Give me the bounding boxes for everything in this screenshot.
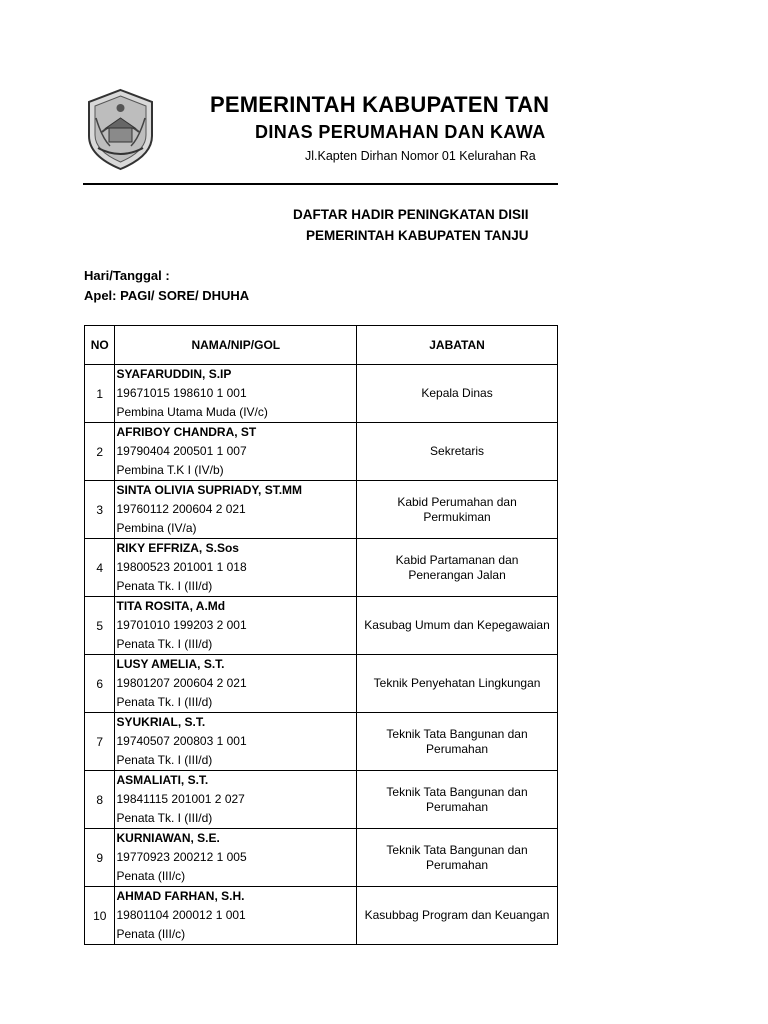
employee-rank: Pembina T.K I (IV/b) — [116, 463, 224, 477]
employee-cell — [115, 365, 357, 423]
employee-nip: 19760112 200604 2 021 — [116, 502, 246, 516]
employee-nip: 19740507 200803 1 001 — [116, 734, 247, 748]
employee-rank: Penata Tk. I (III/d) — [116, 579, 213, 593]
table-row — [85, 655, 558, 713]
employee-nip: 19801207 200604 2 021 — [116, 676, 247, 690]
employee-position: Kepala Dinas — [357, 365, 558, 423]
table-row — [85, 423, 558, 481]
employee-position: Kabid Partamanan dan Penerangan Jalan — [357, 539, 558, 597]
employee-cell — [115, 887, 357, 945]
table-row — [85, 481, 558, 539]
employee-name: TITA ROSITA, A.Md — [116, 599, 226, 613]
table-row — [85, 365, 558, 423]
table-row — [85, 887, 558, 945]
table-row — [85, 597, 558, 655]
table-header-row — [85, 326, 558, 365]
employee-nip: 19770923 200212 1 005 — [116, 850, 247, 864]
document-title: DAFTAR HADIR PENINGKATAN DISII — [293, 207, 529, 222]
employee-cell — [115, 481, 357, 539]
employee-nip: 19841115 201001 2 027 — [116, 792, 245, 806]
employee-position: Teknik Tata Bangunan dan Perumahan — [357, 829, 558, 887]
employee-name: RIKY EFFRIZA, S.Sos — [116, 541, 239, 555]
row-number: 10 — [85, 887, 115, 945]
row-number: 2 — [85, 423, 115, 481]
row-number: 7 — [85, 713, 115, 771]
document-subtitle: PEMERINTAH KABUPATEN TANJU — [306, 228, 529, 243]
row-number: 9 — [85, 829, 115, 887]
employee-name: LUSY AMELIA, S.T. — [116, 657, 225, 671]
employee-nip: 19800523 201001 1 018 — [116, 560, 247, 574]
employee-cell — [115, 713, 357, 771]
table-row — [85, 713, 558, 771]
row-number: 6 — [85, 655, 115, 713]
employee-cell — [115, 539, 357, 597]
employee-cell — [115, 655, 357, 713]
row-number: 1 — [85, 365, 115, 423]
employee-nip: 19801104 200012 1 001 — [116, 908, 246, 922]
employee-cell — [115, 829, 357, 887]
header-government-name: PEMERINTAH KABUPATEN TAN — [210, 92, 550, 117]
employee-name: SYAFARUDDIN, S.IP — [116, 367, 232, 381]
employee-name: AHMAD FARHAN, S.H. — [116, 889, 245, 903]
employee-name: SYUKRIAL, S.T. — [116, 715, 206, 729]
attendance-table — [84, 325, 558, 945]
table-row — [85, 829, 558, 887]
employee-rank: Penata Tk. I (III/d) — [116, 811, 213, 825]
employee-rank: Penata (III/c) — [116, 927, 186, 941]
employee-cell — [115, 771, 357, 829]
employee-rank: Penata Tk. I (III/d) — [116, 695, 213, 709]
apel-label: Apel: PAGI/ SORE/ DHUHA — [84, 288, 250, 303]
employee-rank: Penata Tk. I (III/d) — [116, 753, 213, 767]
employee-name: SINTA OLIVIA SUPRIADY, ST.MM — [116, 483, 303, 497]
employee-position: Kasubbag Program dan Keuangan — [357, 887, 558, 945]
employee-nip: 19671015 198610 1 001 — [116, 386, 247, 400]
employee-position: Kabid Perumahan dan Permukiman — [357, 481, 558, 539]
row-number: 4 — [85, 539, 115, 597]
header-no: NO — [85, 326, 115, 365]
employee-position: Teknik Tata Bangunan dan Perumahan — [357, 771, 558, 829]
employee-rank: Pembina (IV/a) — [116, 521, 197, 535]
employee-rank: Penata (III/c) — [116, 869, 186, 883]
employee-rank: Pembina Utama Muda (IV/c) — [116, 405, 268, 419]
header-department-name: DINAS PERUMAHAN DAN KAWA — [255, 122, 546, 142]
employee-nip: 19701010 199203 2 001 — [116, 618, 247, 632]
date-label: Hari/Tanggal : — [84, 268, 170, 283]
row-number: 8 — [85, 771, 115, 829]
employee-name: AFRIBOY CHANDRA, ST — [116, 425, 257, 439]
employee-position: Kasubag Umum dan Kepegawaian — [357, 597, 558, 655]
employee-cell — [115, 597, 357, 655]
employee-position: Teknik Penyehatan Lingkungan — [357, 655, 558, 713]
employee-cell — [115, 423, 357, 481]
header-address: Jl.Kapten Dirhan Nomor 01 Kelurahan Ra — [305, 149, 536, 163]
employee-rank: Penata Tk. I (III/d) — [116, 637, 213, 651]
employee-nip: 19790404 200501 1 007 — [116, 444, 247, 458]
header-job: JABATAN — [357, 326, 558, 365]
header-name: NAMA/NIP/GOL — [115, 326, 357, 365]
employee-name: KURNIAWAN, S.E. — [116, 831, 220, 845]
employee-position: Sekretaris — [357, 423, 558, 481]
regency-emblem-icon — [82, 88, 159, 171]
table-row — [85, 771, 558, 829]
table-row — [85, 539, 558, 597]
employee-position: Teknik Tata Bangunan dan Perumahan — [357, 713, 558, 771]
row-number: 3 — [85, 481, 115, 539]
header-divider — [83, 183, 558, 185]
row-number: 5 — [85, 597, 115, 655]
employee-name: ASMALIATI, S.T. — [116, 773, 209, 787]
